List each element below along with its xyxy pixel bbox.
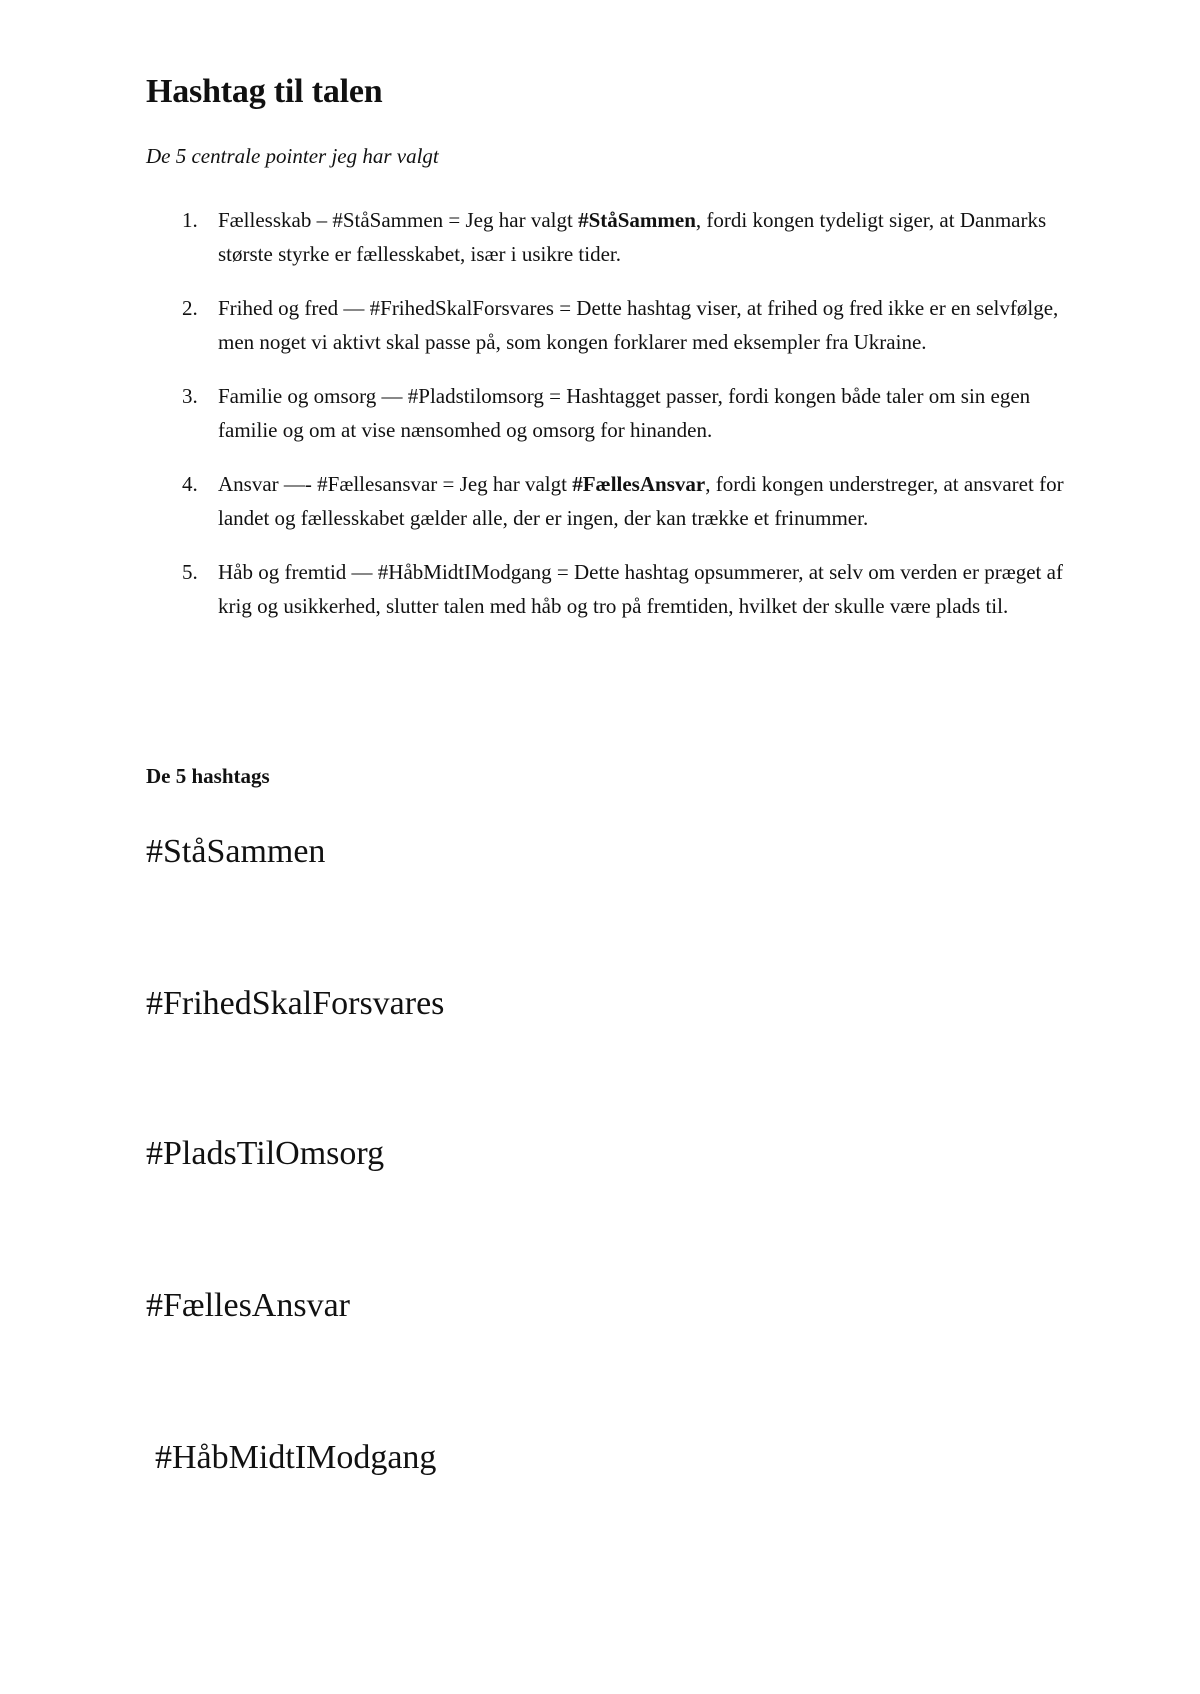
- hashtag-sta-sammen: #StåSammen: [146, 833, 326, 870]
- hashtags-heading: De 5 hashtags: [146, 764, 270, 788]
- document-subtitle: De 5 centrale pointer jeg har valgt: [146, 144, 439, 168]
- point-bold-hashtag: #FællesAnsvar: [572, 472, 706, 496]
- hashtag-haab-midt-i-modgang: #HåbMidtIModgang: [155, 1439, 437, 1476]
- list-item: [146, 203, 1066, 271]
- list-number: 4.: [182, 472, 198, 496]
- list-item: [146, 555, 1066, 623]
- points-list: [146, 203, 1066, 643]
- point-text: Fællesskab – #StåSammen = Jeg har valgt: [218, 208, 579, 232]
- list-item: [146, 379, 1066, 447]
- point-bold-hashtag: #StåSammen: [578, 208, 696, 232]
- point-text-end: , fordi kongen tydeligt siger, at Danmarks største styrke er fællesskabet, især i usikre tider.: [218, 208, 1047, 266]
- hashtag-frihed-skal-forsvares: #FrihedSkalForsvares: [146, 985, 445, 1022]
- list-number: 2.: [182, 296, 198, 320]
- list-number: 5.: [182, 560, 198, 584]
- hashtag-plads-til-omsorg: #PladsTilOmsorg: [146, 1135, 385, 1172]
- point-text: Håb og fremtid — #HåbMidtIModgang = Dette hashtag opsummerer, at selv om verden er præget af krig og usikkerhed, slutter talen med håb og tro på fremtiden, hvilket der skulle være plads til.: [218, 560, 1063, 618]
- point-text-end: , fordi kongen understreger, at ansvaret for landet og fællesskabet gælder alle, der er ingen, der kan trække et frinummer.: [218, 472, 1064, 530]
- list-item: [146, 467, 1066, 535]
- list-number: 1.: [182, 208, 198, 232]
- point-text: Frihed og fred — #FrihedSkalForsvares = Dette hashtag viser, at frihed og fred ikke er en selvfølge, men noget vi aktivt skal passe på, som kongen forklarer med eksempler fra Ukraine.: [218, 296, 1059, 354]
- hashtag-faelles-ansvar: #FællesAnsvar: [146, 1287, 350, 1324]
- list-item: [146, 291, 1066, 359]
- point-text: Ansvar —- #Fællesansvar = Jeg har valgt: [218, 472, 573, 496]
- point-text: Familie og omsorg — #Pladstilomsorg = Hashtagget passer, fordi kongen både taler om sin egen familie og om at vise nænsomhed og omsorg for hinanden.: [218, 384, 1031, 442]
- list-number: 3.: [182, 384, 198, 408]
- document-title: Hashtag til talen: [146, 73, 383, 110]
